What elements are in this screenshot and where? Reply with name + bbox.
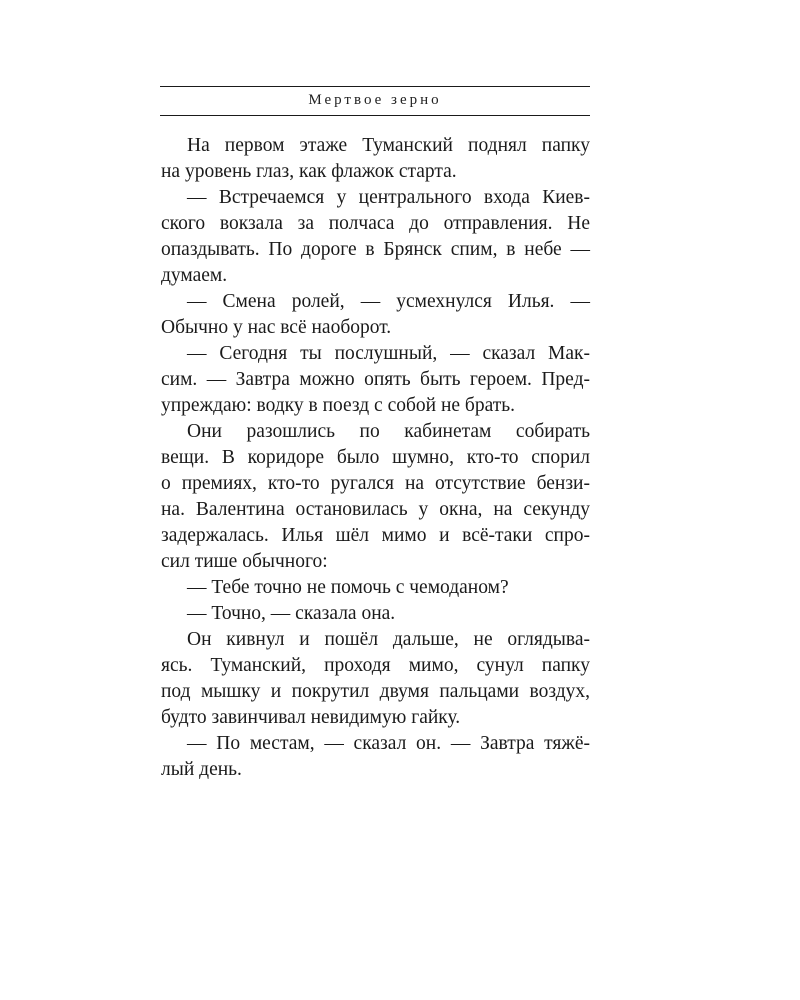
text-line: опаздывать. По дороге в Брянск спим, в небе — (161, 239, 590, 260)
text-line: о премиях, кто-то ругался на отсутствие бензи- (161, 473, 590, 494)
text-line: под мышку и покрутил двумя пальцами воздух, (161, 681, 590, 702)
text-line: будто завинчивал невидимую гайку. (161, 707, 461, 728)
body-text (161, 133, 590, 783)
running-head (160, 86, 590, 116)
text-line: Они разошлись по кабинетам собирать (187, 421, 590, 442)
text-line: — Сегодня ты послушный, — сказал Мак- (187, 343, 590, 364)
text-line: — По местам, — сказал он. — Завтра тяжё- (187, 733, 590, 754)
text-line: На первом этаже Туманский поднял папку (187, 135, 590, 156)
text-line: — Смена ролей, — усмехнулся Илья. — (187, 291, 590, 312)
text-line: на уровень глаз, как флажок старта. (161, 161, 457, 182)
running-head-title: Мертвое зерно (308, 92, 442, 108)
text-line: — Точно, — сказала она. (187, 603, 396, 624)
text-line: на. Валентина остановилась у окна, на секунду (161, 499, 590, 520)
text-line: задержалась. Илья шёл мимо и всё-таки спро- (161, 525, 590, 546)
text-line: вещи. В коридоре было шумно, кто-то спорил (161, 447, 590, 468)
text-line: лый день. (161, 759, 242, 780)
text-line: ясь. Туманский, проходя мимо, сунул папку (161, 655, 590, 676)
text-line: сил тише обычного: (161, 551, 328, 572)
text-line: Он кивнул и пошёл дальше, не оглядыва- (187, 629, 590, 650)
text-line: — Встречаемся у центрального входа Киев- (187, 187, 590, 208)
text-line: думаем. (161, 265, 228, 286)
text-line: ского вокзала за полчаса до отправления. Не (161, 213, 590, 234)
text-line: сим. — Завтра можно опять быть героем. Пред- (161, 369, 590, 390)
text-line: упреждаю: водку в поезд с собой не брать. (161, 395, 516, 416)
text-line: — Тебе точно не помочь с чемоданом? (187, 577, 509, 598)
text-line: Обычно у нас всё наоборот. (161, 317, 392, 338)
